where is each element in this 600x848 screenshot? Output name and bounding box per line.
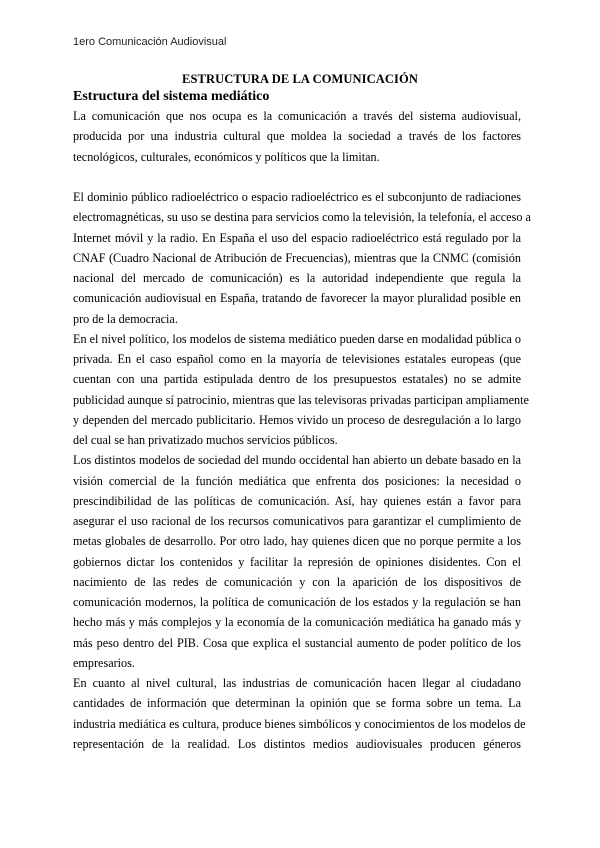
text-line: comunicación modernos, la política de comunicación de los estados y la regulación se han <box>73 595 521 609</box>
text-line: producida por una industria cultural que moldea la sociedad a través de los factores <box>73 129 521 144</box>
text-line: publicidad aunque sí patrocinio, mientras que las televisoras privadas participan ampliamente <box>73 392 529 407</box>
text-line: comunicación audiovisual en España, tratando de favorecer la mayor pluralidad posible en <box>73 291 521 306</box>
text-line: nacional del mercado de comunicación) es la autoridad independiente que regula la <box>73 271 521 285</box>
body-text <box>73 106 531 754</box>
text-line: asegurar el uso racional de los recursos comunicativos para garantizar el cumplimiento de <box>73 514 521 528</box>
text-line: visión comercial de la función mediática que enfrenta dos posiciones: la necesidad o <box>73 473 521 488</box>
text-line: industria mediática es cultura, produce bienes simbólicos y conocimientos de los modelos de <box>73 716 526 731</box>
document-title: ESTRUCTURA DE LA COMUNICACIÓN <box>182 72 418 86</box>
text-line: metas globales de desarrollo. Por otro lado, hay quienes dicen que no porque permite a los <box>73 534 521 549</box>
body-paragraph <box>73 673 526 754</box>
text-line: Los distintos modelos de sociedad del mundo occidental han abierto un debate basado en la <box>73 453 521 468</box>
text-line: pro de la democracia. <box>73 311 178 326</box>
text-line: más peso dentro del PIB. Cosa que explica el sustancial aumento de poder político de los <box>73 635 521 650</box>
text-line: cuentan con una partida estipulada dentro de los presupuestos estatales) no se admite <box>73 372 521 387</box>
text-line: privada. En el caso español como en la mayoría de televisiones estatales europeas (que <box>73 352 521 366</box>
text-line: prescindibilidad de las políticas de comunicación. Así, hay quienes están a favor para <box>73 493 521 508</box>
text-line: del cual se han privatizado muchos servicios públicos. <box>73 433 338 447</box>
text-line: El dominio público radioeléctrico o espacio radioeléctrico es el subconjunto de radiaciones <box>73 190 521 204</box>
body-paragraph <box>73 106 521 167</box>
body-paragraph <box>73 450 521 673</box>
text-line: empresarios. <box>73 655 135 670</box>
text-line: En cuanto al nivel cultural, las industrias de comunicación hacen llegar al ciudadano <box>73 676 521 690</box>
text-line: CNAF (Cuadro Nacional de Atribución de Frecuencias), mientras que la CNMC (comisión <box>73 250 521 265</box>
body-paragraph <box>73 187 531 329</box>
text-line: En el nivel político, los modelos de sistema mediático pueden darse en modalidad pública o <box>73 331 521 346</box>
section-heading: Estructura del sistema mediático <box>73 89 270 104</box>
text-line: electromagnéticas, su uso se destina para servicios como la televisión, la telefonía, el acceso a <box>73 210 531 225</box>
text-line: nacimiento de las redes de comunicación y con la aparición de los dispositivos de <box>73 574 521 589</box>
text-line: gobiernos dictar los contenidos y facilitar la represión de opiniones disidentes. Con el <box>73 554 521 569</box>
text-line: cantidades de información que determinan la opinión que se forma sobre un tema. La <box>73 696 521 711</box>
running-header: 1ero Comunicación Audiovisual <box>73 36 227 48</box>
text-line: La comunicación que nos ocupa es la comunicación a través del sistema audiovisual, <box>73 109 521 123</box>
text-line: hecho más y más complejos y la economía de la comunicación mediática ha ganado más y <box>73 615 521 630</box>
text-line: representación de la realidad. Los distintos medios audiovisuales producen géneros <box>73 736 521 751</box>
body-paragraph <box>73 329 529 451</box>
text-line: Internet móvil y la radio. En España el uso del espacio radioeléctrico está regulado por la <box>73 230 521 245</box>
text-line: tecnológicos, culturales, económicos y políticos que la limitan. <box>73 149 380 164</box>
text-line: y dependen del mercado publicitario. Hemos vivido un proceso de desregulación a lo largo <box>73 412 521 427</box>
